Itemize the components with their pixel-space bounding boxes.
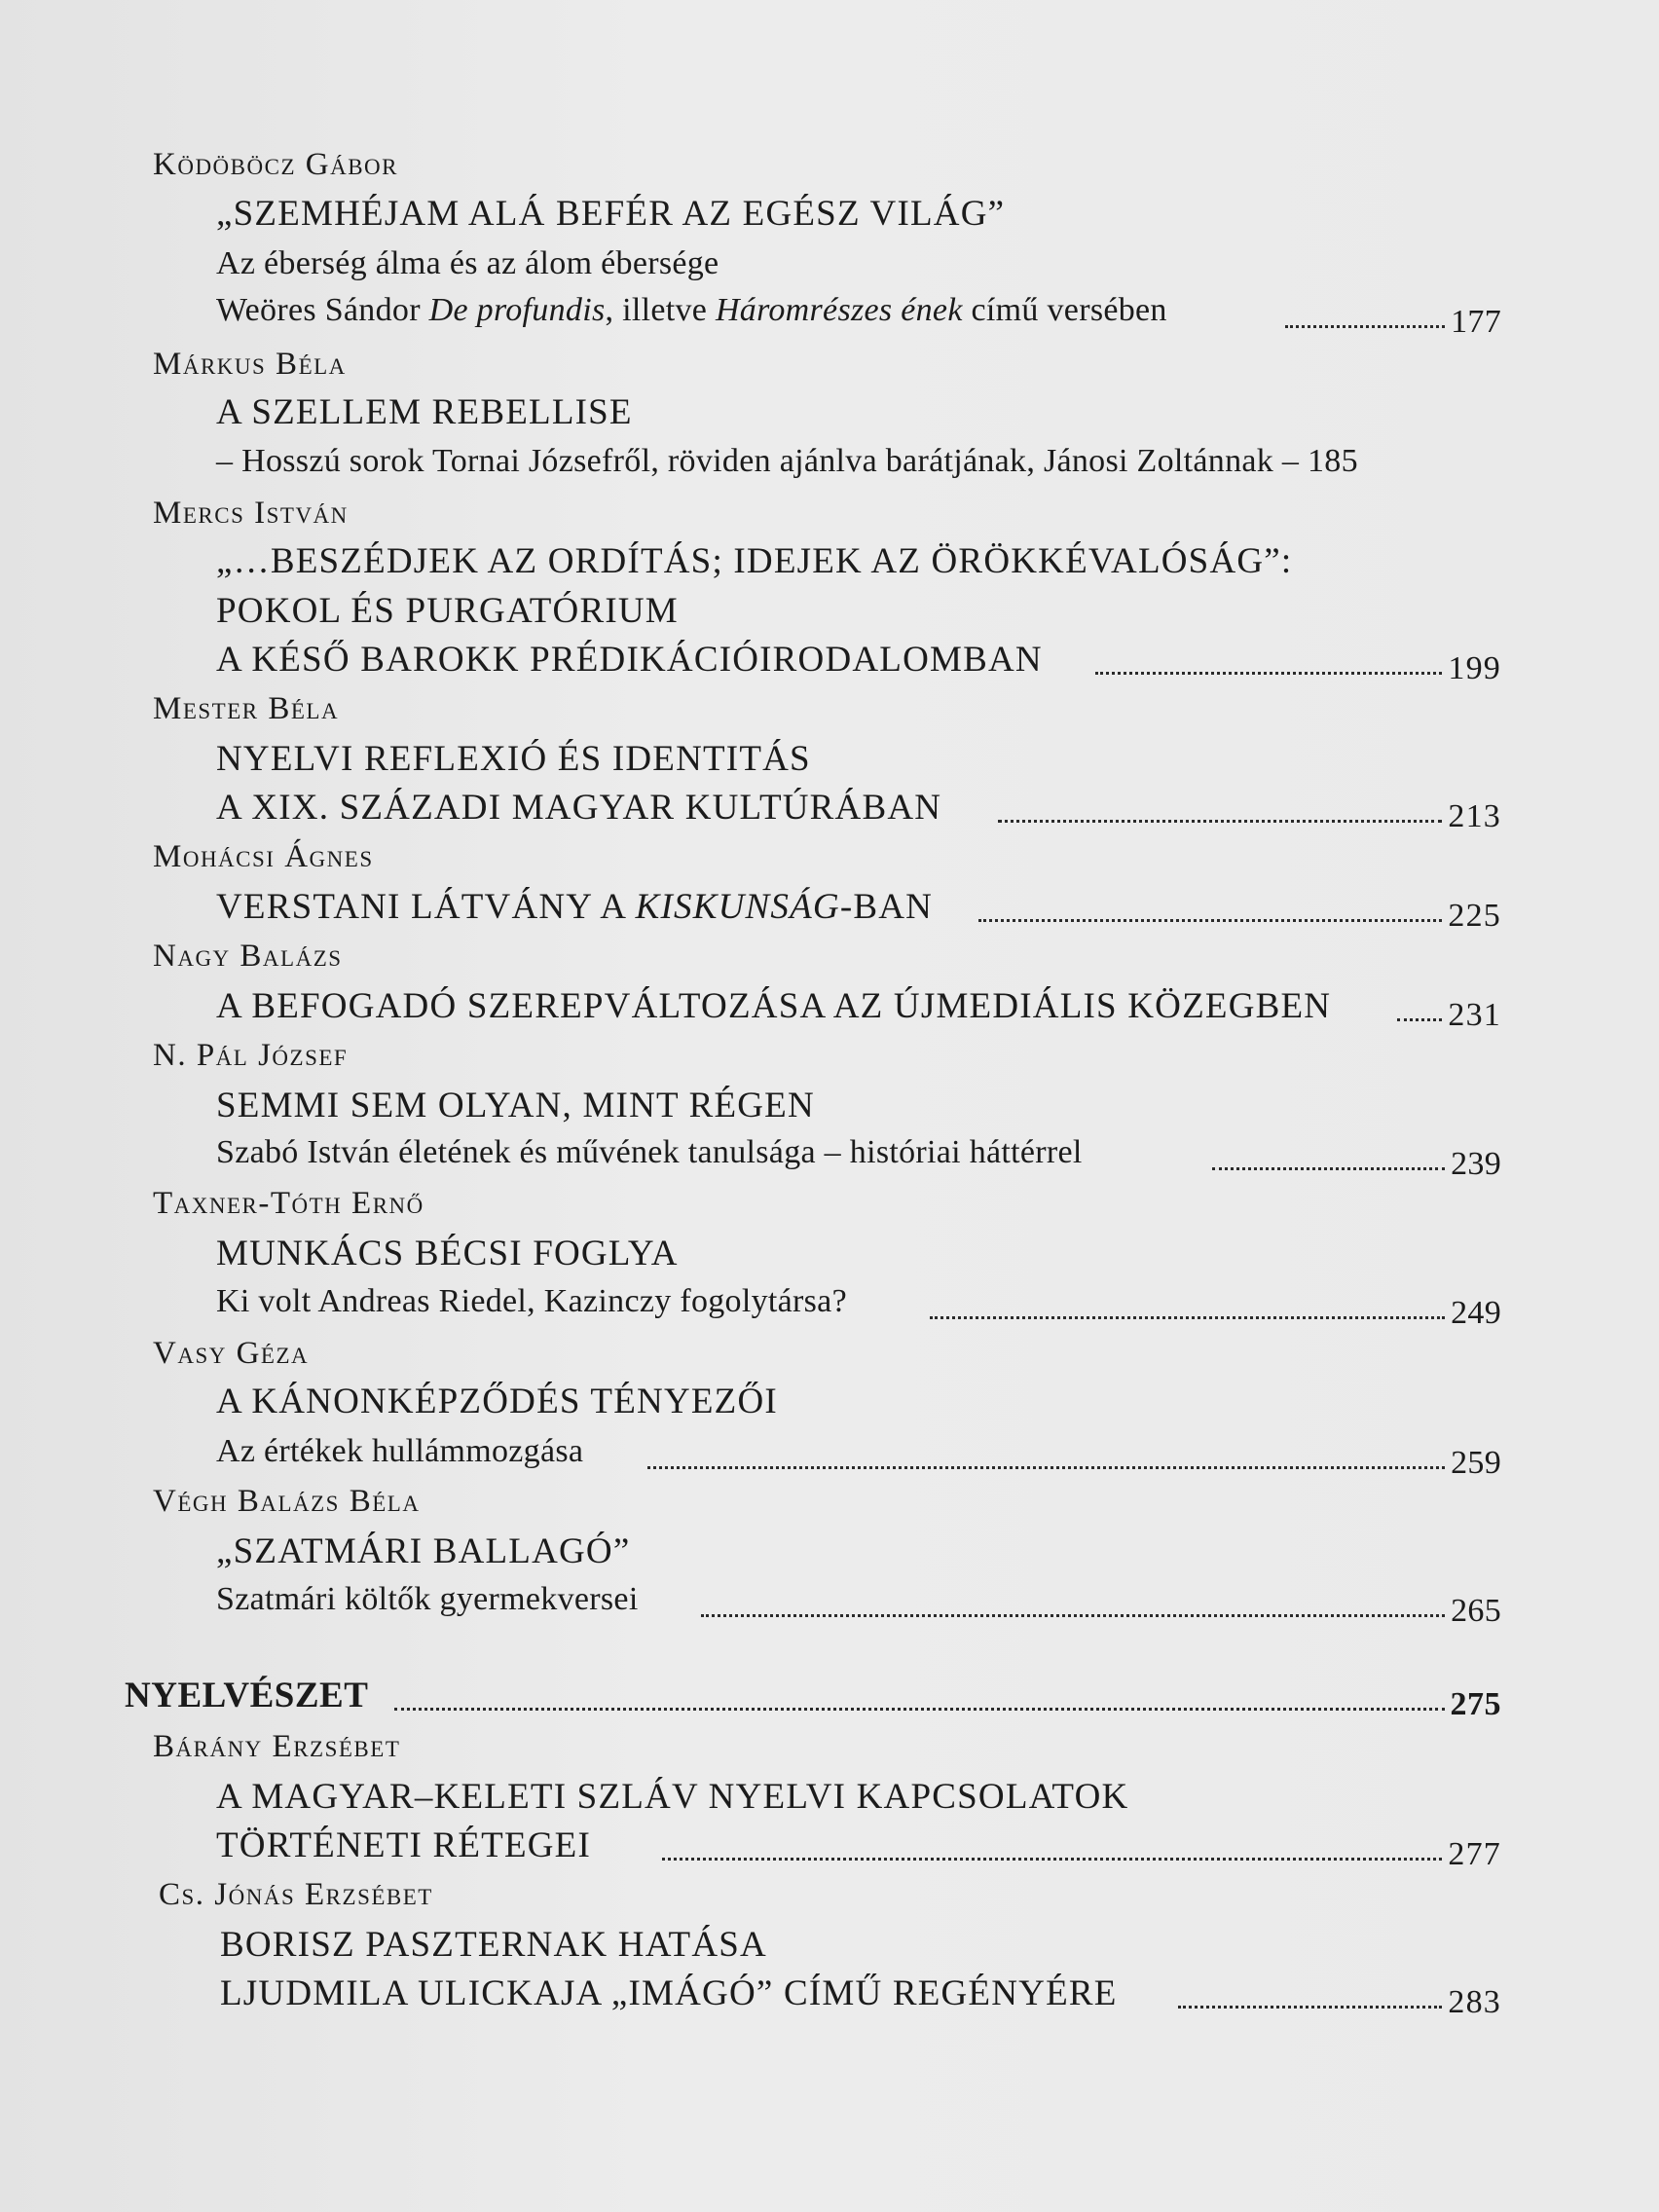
toc-title: LJUDMILA ULICKAJA „IMÁGÓ” CÍMŰ REGÉNYÉRE 283 — [220, 1973, 1501, 2020]
toc-author: Mester Béla — [153, 691, 340, 726]
toc-title: „SZEMHÉJAM ALÁ BEFÉR AZ EGÉSZ VILÁG” — [216, 194, 1006, 234]
toc-author: Végh Balázs Béla — [153, 1484, 421, 1519]
page-number: 213 — [1448, 798, 1501, 834]
toc-author: Mercs István — [153, 496, 349, 531]
toc-leader — [1095, 639, 1501, 685]
toc-section-heading: NYELVÉSZET 275 — [125, 1676, 1501, 1722]
toc-subtitle: Szabó István életének és művének tanulsága – históriai háttérrel 239 — [216, 1134, 1501, 1182]
toc-title: BORISZ PASZTERNAK HATÁSA — [220, 1925, 767, 1965]
toc-title: MUNKÁCS BÉCSI FOGLYA — [216, 1234, 679, 1273]
toc-title: VERSTANI LÁTVÁNY A KISKUNSÁG-BAN 225 — [216, 887, 1501, 934]
toc-leader — [701, 1581, 1501, 1628]
toc-author: Taxner-Tóth Ernő — [153, 1186, 424, 1221]
toc-author: Ködöböcz Gábor — [153, 147, 398, 182]
toc-title: A BEFOGADÓ SZEREPVÁLTOZÁSA AZ ÚJMEDIÁLIS KÖZEGBEN 231 — [216, 986, 1501, 1033]
toc-author: Bárány Erzsébet — [153, 1729, 401, 1764]
toc-author: Vasy Géza — [153, 1336, 310, 1371]
toc-leader — [394, 1675, 1501, 1721]
toc-title: SEMMI SEM OLYAN, MINT RÉGEN — [216, 1086, 815, 1125]
toc-subtitle: Az értékek hullámmozgása 259 — [216, 1433, 1501, 1481]
toc-title: A MAGYAR–KELETI SZLÁV NYELVI KAPCSOLATOK — [216, 1777, 1129, 1817]
toc-leader — [930, 1283, 1501, 1330]
toc-leader — [998, 787, 1501, 833]
page-number: 259 — [1451, 1445, 1501, 1481]
toc-title: „…BESZÉDJEK AZ ORDÍTÁS; IDEJEK AZ ÖRÖKKÉVALÓSÁG”: — [216, 541, 1293, 581]
toc-leader — [662, 1825, 1501, 1871]
toc-title: A KÁNONKÉPZŐDÉS TÉNYEZŐI — [216, 1382, 778, 1421]
page-number: 231 — [1448, 997, 1501, 1033]
page-number: 225 — [1448, 898, 1501, 934]
page-number: 265 — [1451, 1593, 1501, 1629]
toc-author: Nagy Balázs — [153, 939, 343, 974]
toc-title: A XIX. SZÁZADI MAGYAR KULTÚRÁBAN 213 — [216, 788, 1501, 834]
toc-title: NYELVI REFLEXIÓ ÉS IDENTITÁS — [216, 739, 811, 779]
toc-leader — [1397, 985, 1501, 1032]
toc-title: „SZATMÁRI BALLAGÓ” — [216, 1531, 631, 1571]
toc-leader — [1178, 1972, 1501, 2019]
toc-author: Cs. Jónás Erzsébet — [159, 1877, 433, 1912]
page-number: 249 — [1451, 1295, 1501, 1331]
page-number: 199 — [1448, 650, 1501, 686]
toc-subtitle: Ki volt Andreas Riedel, Kazinczy fogolytársa? 249 — [216, 1283, 1501, 1331]
page-number: 277 — [1448, 1836, 1501, 1872]
page-number: 239 — [1451, 1146, 1501, 1182]
page-number: 275 — [1450, 1686, 1501, 1722]
toc-title: A KÉSŐ BAROKK PRÉDIKÁCIÓIRODALOMBAN 199 — [216, 640, 1501, 686]
toc-title: POKOL ÉS PURGATÓRIUM — [216, 591, 679, 631]
page-number: 283 — [1448, 1984, 1501, 2020]
toc-author: Mohácsi Ágnes — [153, 839, 374, 874]
toc-leader — [1212, 1134, 1501, 1181]
toc-subtitle: Az éberség álma és az álom ébersége — [216, 245, 719, 281]
toc-leader — [647, 1433, 1501, 1480]
toc-leader — [978, 886, 1501, 933]
toc-leader — [1285, 292, 1501, 339]
toc-subtitle: – Hosszú sorok Tornai Józsefről, röviden ajánlva barátjának, Jánosi Zoltánnak – 185 — [216, 443, 1358, 479]
toc-author: Márkus Béla — [153, 347, 347, 382]
toc-author: N. Pál József — [153, 1038, 349, 1073]
toc-subtitle: Szatmári költők gyermekversei 265 — [216, 1581, 1501, 1629]
page-number: 177 — [1451, 304, 1501, 340]
toc-title: A SZELLEM REBELLISE — [216, 392, 633, 432]
toc-subtitle: Weöres Sándor De profundis, illetve Háromrészes ének című versében 177 — [216, 292, 1501, 340]
toc-title: TÖRTÉNETI RÉTEGEI 277 — [216, 1825, 1501, 1872]
